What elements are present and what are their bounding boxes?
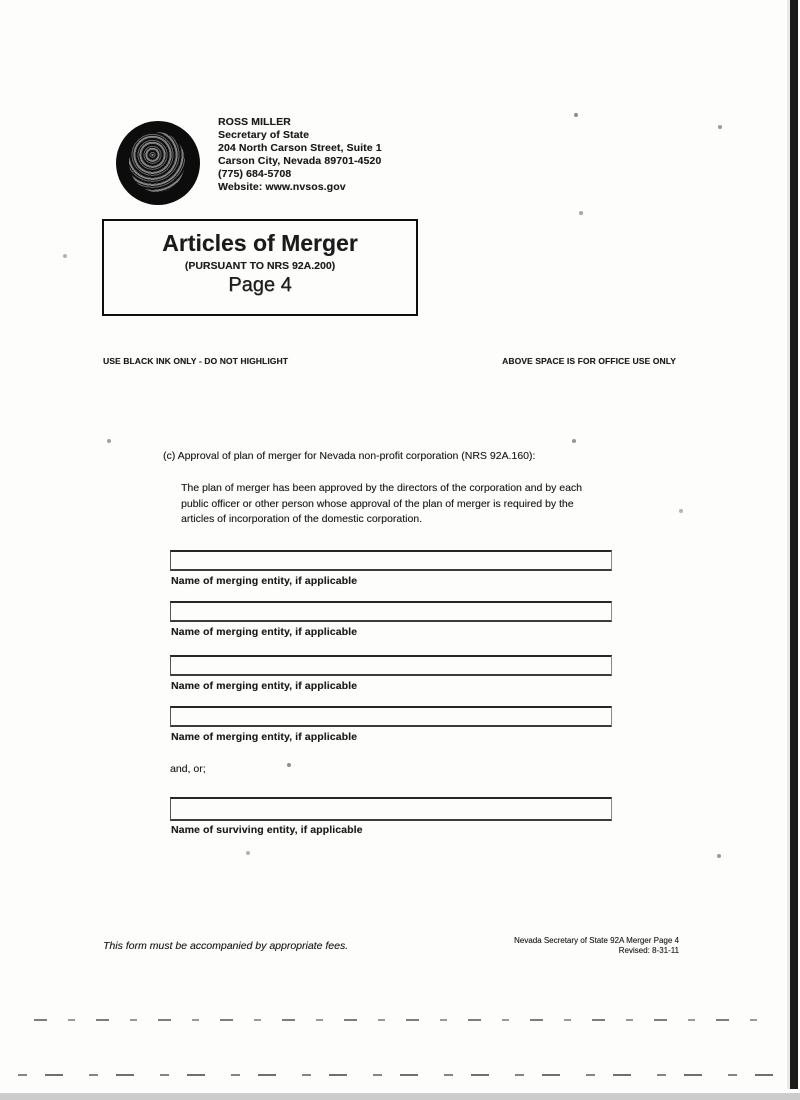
merging-entity-label-4: Name of merging entity, if applicable <box>171 731 358 743</box>
scan-edge-bottom <box>0 1093 800 1100</box>
official-name: ROSS MILLER <box>218 116 291 128</box>
merging-entity-label-2: Name of merging entity, if applicable <box>171 626 358 638</box>
surviving-entity-input[interactable] <box>170 797 612 821</box>
fees-note: This form must be accompanied by appropriate fees. <box>103 940 349 952</box>
merging-entity-input-1[interactable] <box>170 550 612 571</box>
state-seal-emblem <box>129 132 185 192</box>
address-line-1: 204 North Carson Street, Suite 1 <box>218 142 382 154</box>
form-title: Articles of Merger <box>162 230 358 256</box>
section-c-body: The plan of merger has been approved by the directors of the corporation and by each public officer or other person whose approval of the plan of merger is required by the articles of incorporation of the domestic corporation. <box>181 482 582 525</box>
scan-artifact-line-1 <box>34 1019 764 1021</box>
merging-entity-input-3[interactable] <box>170 655 612 676</box>
office-title: Secretary of State <box>218 129 310 141</box>
surviving-entity-label: Name of surviving entity, if applicable <box>171 824 363 836</box>
form-page-number: Page 4 <box>228 274 292 296</box>
merging-entity-label-1: Name of merging entity, if applicable <box>171 575 358 587</box>
scan-edge-right <box>790 0 798 1089</box>
phone-number: (775) 684-5708 <box>218 168 292 180</box>
form-id-note <box>514 936 679 956</box>
scan-speckles <box>0 0 2 2</box>
state-seal-icon <box>116 121 200 205</box>
form-subtitle: (PURSUANT TO NRS 92A.200) <box>184 260 336 272</box>
address-line-2: Carson City, Nevada 89701-4520 <box>218 155 382 167</box>
section-c-heading: (c) Approval of plan of merger for Nevada non-profit corporation (NRS 92A.160): <box>163 450 536 462</box>
office-use-note: ABOVE SPACE IS FOR OFFICE USE ONLY <box>502 356 676 366</box>
merging-entity-input-4[interactable] <box>170 706 612 727</box>
merging-entity-input-2[interactable] <box>170 601 612 622</box>
website-line: Website: www.nvsos.gov <box>218 181 346 193</box>
agency-header <box>218 116 382 194</box>
form-title-box <box>102 219 418 316</box>
scan-artifact-line-2 <box>18 1074 778 1076</box>
revision-line: Revised: 8-31-11 <box>618 946 679 955</box>
form-id-line: Nevada Secretary of State 92A Merger Page 4 <box>514 936 679 945</box>
ink-instruction: USE BLACK INK ONLY - DO NOT HIGHLIGHT <box>103 356 289 366</box>
merging-entity-label-3: Name of merging entity, if applicable <box>171 680 358 692</box>
and-or-text: and, or; <box>170 763 206 775</box>
